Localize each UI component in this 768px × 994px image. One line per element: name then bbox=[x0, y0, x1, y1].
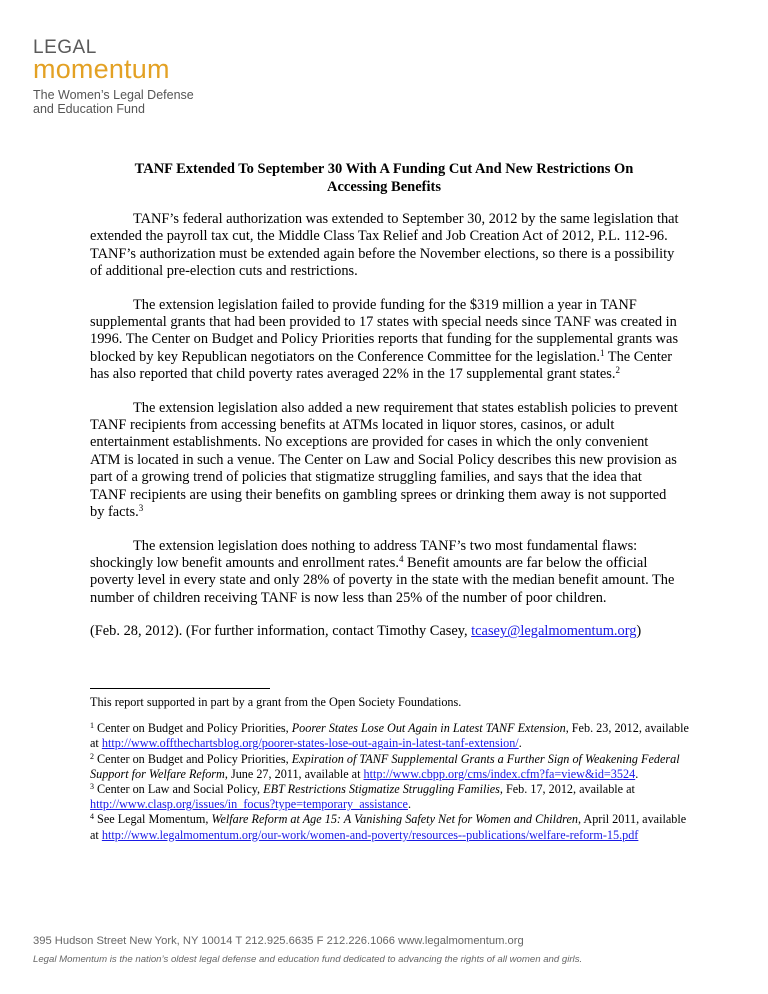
page-footer bbox=[33, 934, 753, 966]
footnote-title: Welfare Reform at Age 15: A Vanishing Safety Net for Women and Children bbox=[211, 812, 578, 827]
footnote-prefix: Center on Law and Social Policy, bbox=[94, 782, 264, 797]
tagline-line-1: The Women’s Legal Defense bbox=[33, 88, 194, 102]
document-title bbox=[90, 160, 678, 196]
paragraph-4 bbox=[90, 538, 680, 608]
contact-line bbox=[90, 623, 680, 640]
footer-address: 395 Hudson Street New York, NY 10014 T 212.925.6635 F 212.226.1066 www.legalmomentum.org bbox=[33, 935, 524, 947]
footnote-ref-4: 4 bbox=[398, 553, 404, 564]
footnote-suffix: . bbox=[518, 736, 522, 751]
footnote-3 bbox=[90, 782, 690, 812]
contact-close: ) bbox=[636, 623, 642, 640]
footnote-number: 4 bbox=[90, 812, 94, 822]
footnote-separator bbox=[90, 688, 270, 689]
footer-mission: Legal Momentum is the nation’s oldest legal defense and education fund dedicated to advancing the rights of all women and girls. bbox=[33, 954, 583, 965]
support-note: This report supported in part by a grant from the Open Society Foundations. bbox=[90, 695, 462, 709]
paragraph-1: TANF’s federal authorization was extended to September 30, 2012 by the same legislation that extended the payroll tax cut, the Middle Class Tax Relief and Job Creation Act of 2012, P.L. 112-96. TANF’s authorization must be extended again before the November elections, so there is a possibility of additional pre-election cuts and restrictions. bbox=[90, 211, 679, 280]
footnote-middle: , June 27, 2011, available at bbox=[224, 766, 364, 781]
paragraph-3 bbox=[90, 400, 680, 522]
footnote-2 bbox=[90, 752, 690, 782]
footnote-ref-1: 1 bbox=[599, 347, 605, 358]
paragraph-4-text-a: The extension legislation does nothing to address TANF’s two most fundamental flaws: shockingly low benefit amounts and enrollment rates. bbox=[90, 537, 638, 571]
footnote-number: 1 bbox=[90, 721, 94, 731]
paragraph-4-text-b: Benefit amounts are far below the official poverty level in every state and only 28% of poverty in the state with the median benefit amount. The number of children receiving TANF is now less than 25% of the number of poor children. bbox=[90, 554, 675, 606]
logo-tagline bbox=[33, 88, 194, 116]
footnote-ref-2: 2 bbox=[615, 365, 620, 376]
footnote-list bbox=[90, 721, 690, 843]
paragraph-2-text-a: The extension legislation failed to provide funding for the $319 million a year in TANF supplemental grants that had been provided to 17 states with special needs since TANF was created in 1996. The Center on Budget and Policy Priorities reports that funding for the supplemental grants was blocked by key Republican negotiators on the Conference Committee for the legislation. bbox=[90, 296, 679, 365]
footnote-title: Expiration of TANF Supplemental Grants a Further Sign of Weakening Federal Support for Welfare Reform bbox=[90, 751, 680, 781]
footnote-middle: Feb. 17, 2012, available at bbox=[502, 782, 635, 797]
footnote-link[interactable]: http://www.cbpp.org/cms/index.cfm?fa=view&id=3524 bbox=[363, 766, 636, 781]
footnote-suffix: . bbox=[407, 797, 411, 812]
contact-email-link[interactable]: tcasey@legalmomentum.org bbox=[471, 623, 637, 640]
footnote-link[interactable]: http://www.clasp.org/issues/in_focus?type=temporary_assistance bbox=[90, 797, 408, 812]
title-line-2: Accessing Benefits bbox=[327, 179, 441, 195]
footnote-link[interactable]: http://www.offthechartsblog.org/poorer-states-lose-out-again-in-latest-tanf-extension/ bbox=[101, 736, 519, 751]
logo-momentum-text: momentum bbox=[33, 54, 170, 84]
tagline-line-2: and Education Fund bbox=[33, 102, 145, 116]
footnote-middle: , April 2011, available at bbox=[90, 812, 687, 842]
paragraph-2 bbox=[90, 297, 680, 384]
footnote-4 bbox=[90, 812, 690, 842]
document-body bbox=[90, 211, 680, 657]
footnote-title: Poorer States Lose Out Again in Latest TANF Extension bbox=[291, 721, 566, 736]
logo-legal-text: LEGAL bbox=[33, 37, 97, 58]
logo bbox=[33, 38, 194, 116]
contact-text: (Feb. 28, 2012). (For further information, contact Timothy Casey, bbox=[90, 623, 472, 640]
footnote-prefix: See Legal Momentum, bbox=[94, 812, 212, 827]
footnotes-section bbox=[90, 695, 690, 843]
title-line-1: TANF Extended To September 30 With A Funding Cut And New Restrictions On bbox=[134, 161, 634, 177]
footnote-prefix: Center on Budget and Policy Priorities, bbox=[94, 721, 292, 736]
footnote-middle: , Feb. 23, 2012, available at bbox=[90, 721, 689, 751]
footnote-number: 3 bbox=[90, 782, 94, 792]
footnote-ref-3: 3 bbox=[138, 503, 144, 514]
footnote-suffix: . bbox=[635, 766, 639, 781]
footnote-number: 2 bbox=[90, 751, 94, 761]
footnote-prefix: Center on Budget and Policy Priorities, bbox=[94, 751, 292, 766]
footnote-title: EBT Restrictions Stigmatize Struggling Families, bbox=[263, 782, 503, 797]
footnote-1 bbox=[90, 721, 690, 751]
paragraph-3-text: The extension legislation also added a new requirement that states establish policies to prevent TANF recipients from accessing benefits at ATMs located in liquor stores, casinos, or adult entertainment establishments. No exceptions are provided for cases in which the only convenient ATM is located in such a venue. The Center on Law and Social Policy describes this new provision as part of a growing trend of policies that stigmatize struggling families, and says that the idea that TANF recipients are using their benefits on gambling sprees or drinking them away is not supported by facts. bbox=[90, 399, 678, 521]
paragraph-2-text-b: The Center has also reported that child poverty rates averaged 22% in the 17 supplemental grant states. bbox=[90, 348, 673, 383]
footnote-link[interactable]: http://www.legalmomentum.org/our-work/women-and-poverty/resources--publications/welfare-reform-15.pdf bbox=[101, 827, 639, 842]
